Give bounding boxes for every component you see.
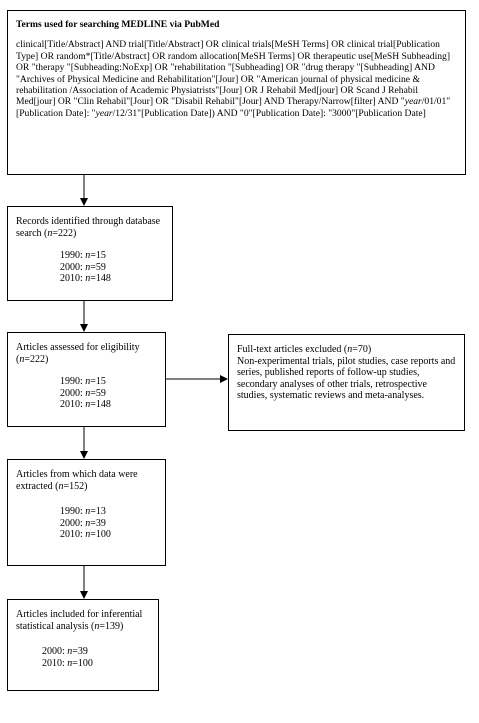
search-query-text: clinical[Title/Abstract] AND trial[Title/Abstract] OR clinical trials[MeSH Terms] OR clinical trial[Publication Type] OR random*[Title/Abstract] OR random allocation[MeSH Terms] OR therapeutic use[MeSH Subheading] OR "therapy "[Subheading:NoExp] OR "rehabilitation "[Subheading] OR "drug therapy "[Subheading] AND "Archives of Physical Medicine and Rehabilitation"[Jour] OR "American journal of physical medicine & rehabilitation /Association of Academic Physiatrists"[Jour] OR J Rehabil Med[jour] OR Scand J Rehabil Med[jour] OR "Clin Rehabil"[Jour] OR "Disabil Rehabil"[Jour] AND Therapy/Narrow[filter] AND "year/01/01"[Publication Date]: "year/12/31"[Publication Date]) AND "0"[Publication Date]: "3000"[Publication Date] xyxy=(16,39,451,119)
articles-assessed-box xyxy=(7,332,166,427)
year-count-row: 2010: n=100 xyxy=(42,657,93,669)
year-count-row: 2010: n=148 xyxy=(60,399,111,410)
records-identified-box xyxy=(7,206,173,301)
articles-included-box xyxy=(7,599,159,691)
year-count-row: 2000: n=39 xyxy=(42,646,88,657)
records-identified-year-counts xyxy=(16,250,164,285)
articles-included-year-counts xyxy=(16,646,150,669)
articles-excluded-reasons: Non-experimental trials, pilot studies, case reports and series, published reports of follow-up studies, secondary analyses of other trials, retrospective studies, systematic reviews and meta-analyses. xyxy=(237,355,456,401)
articles-assessed-title: Articles assessed for eligibility (n=222) xyxy=(16,342,140,365)
year-count-row: 2000: n=39 xyxy=(60,517,106,529)
articles-extracted-title: Articles from which data were extracted (n=152) xyxy=(16,469,138,492)
search-terms-box xyxy=(7,10,466,175)
articles-extracted-box xyxy=(7,459,166,566)
articles-extracted-year-counts xyxy=(16,506,157,541)
year-count-row: 2000: n=59 xyxy=(60,387,106,399)
articles-assessed-year-counts xyxy=(16,376,157,411)
year-count-row: 1990: n=15 xyxy=(60,250,106,261)
records-identified-title: Records identified through database search (n=222) xyxy=(16,216,161,239)
articles-included-title: Articles included for inferential statistical analysis (n=139) xyxy=(16,609,143,632)
year-count-row: 2000: n=59 xyxy=(60,261,106,273)
year-count-row: 2010: n=100 xyxy=(60,529,111,540)
articles-excluded-box xyxy=(228,334,465,431)
year-count-row: 2010: n=148 xyxy=(60,273,111,284)
articles-excluded-title: Full-text articles excluded (n=70) xyxy=(237,344,372,355)
search-terms-title: Terms used for searching MEDLINE via PubMed xyxy=(16,19,220,30)
year-count-row: 1990: n=13 xyxy=(60,506,106,517)
year-count-row: 1990: n=15 xyxy=(60,376,106,387)
